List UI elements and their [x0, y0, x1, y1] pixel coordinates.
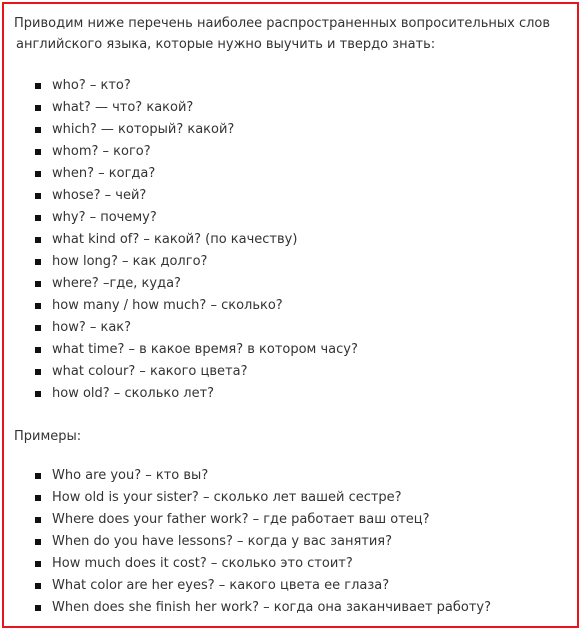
- bullet-icon: [35, 347, 41, 353]
- intro-line-1: Приводим ниже перечень наиболее распространенных вопросительных слов: [14, 16, 551, 31]
- list-item-text: whose? – чей?: [52, 188, 147, 203]
- question-words-list: [14, 75, 574, 405]
- list-item-text: whom? – кого?: [52, 144, 151, 159]
- bullet-icon: [35, 83, 41, 89]
- bullet-icon: [35, 495, 41, 501]
- list-item: [14, 273, 574, 295]
- list-item: [14, 141, 574, 163]
- list-item: [14, 465, 574, 487]
- bullet-icon: [35, 215, 41, 221]
- bullet-icon: [35, 303, 41, 309]
- bullet-icon: [35, 193, 41, 199]
- bullet-icon: [35, 583, 41, 589]
- bullet-icon: [35, 281, 41, 287]
- list-item: [14, 207, 574, 229]
- bullet-icon: [35, 149, 41, 155]
- examples-heading: Примеры:: [14, 429, 82, 444]
- list-item: [14, 553, 574, 575]
- list-item-text: When does she finish her work? – когда она заканчивает работу?: [52, 600, 492, 615]
- list-item-text: Who are you? – кто вы?: [52, 468, 209, 483]
- list-item-text: How old is your sister? – сколько лет вашей сестре?: [52, 490, 402, 505]
- bullet-icon: [35, 259, 41, 265]
- list-item: [14, 251, 574, 273]
- bullet-icon: [35, 171, 41, 177]
- list-item-text: What color are her eyes? – какого цвета ее глаза?: [52, 578, 390, 593]
- bullet-icon: [35, 539, 41, 545]
- list-item-text: what kind of? – какой? (по качеству): [52, 232, 298, 247]
- list-item-text: When do you have lessons? – когда у вас занятия?: [52, 534, 393, 549]
- list-item-text: when? – когда?: [52, 166, 156, 181]
- bullet-icon: [35, 105, 41, 111]
- bullet-icon: [35, 237, 41, 243]
- list-item-text: why? – почему?: [52, 210, 157, 225]
- list-item-text: which? — который? какой?: [52, 122, 235, 137]
- intro-paragraph: [14, 13, 574, 55]
- list-item-text: how old? – сколько лет?: [52, 386, 215, 401]
- list-item: [14, 531, 574, 553]
- article-content: [14, 13, 574, 619]
- intro-line-2: английского языка, которые нужно выучить и твердо знать:: [16, 37, 436, 52]
- list-item: [14, 597, 574, 619]
- list-item-text: how? – как?: [52, 320, 132, 335]
- list-item: [14, 575, 574, 597]
- list-item-text: how long? – как долго?: [52, 254, 208, 269]
- list-item-text: what colour? – какого цвета?: [52, 364, 248, 379]
- list-item: [14, 163, 574, 185]
- bullet-icon: [35, 517, 41, 523]
- list-item: [14, 229, 574, 251]
- list-item-text: Where does your father work? – где работает ваш отец?: [52, 512, 430, 527]
- bullet-icon: [35, 325, 41, 331]
- list-item: [14, 361, 574, 383]
- list-item: [14, 509, 574, 531]
- bullet-icon: [35, 391, 41, 397]
- list-item: [14, 75, 574, 97]
- list-item: [14, 97, 574, 119]
- bullet-icon: [35, 605, 41, 611]
- list-item: [14, 295, 574, 317]
- list-item: [14, 383, 574, 405]
- bullet-icon: [35, 561, 41, 567]
- list-item: [14, 119, 574, 141]
- bullet-icon: [35, 127, 41, 133]
- list-item-text: what time? – в какое время? в котором часу?: [52, 342, 358, 357]
- list-item-text: how many / how much? – сколько?: [52, 298, 283, 313]
- list-item: [14, 317, 574, 339]
- list-item-text: who? – кто?: [52, 78, 131, 93]
- list-item: [14, 185, 574, 207]
- examples-list: [14, 465, 574, 619]
- list-item-text: what? — что? какой?: [52, 100, 194, 115]
- list-item-text: where? –где, куда?: [52, 276, 181, 291]
- list-item-text: How much does it cost? – сколько это стоит?: [52, 556, 353, 571]
- list-item: [14, 339, 574, 361]
- bullet-icon: [35, 473, 41, 479]
- bullet-icon: [35, 369, 41, 375]
- list-item: [14, 487, 574, 509]
